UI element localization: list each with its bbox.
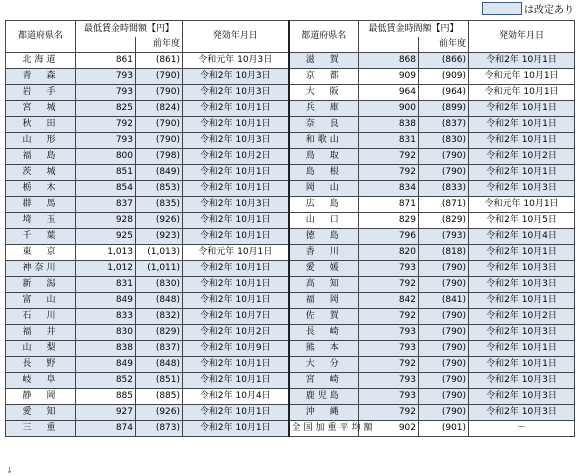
- prefecture-cell: 神奈川: [6, 261, 76, 277]
- prev-year-wage-cell: (790): [136, 117, 183, 133]
- prefecture-cell: 高 知: [289, 277, 359, 293]
- header-prev-year-right: 前年度: [419, 37, 469, 53]
- prefecture-cell: 東 京: [6, 245, 76, 261]
- effective-date-cell: 令和2年 10月4日: [469, 229, 575, 245]
- min-wage-cell: 849: [76, 293, 136, 309]
- effective-date-cell: 令和2年 10月1日: [183, 117, 289, 133]
- effective-date-cell: 令和元年 10月3日: [183, 53, 289, 69]
- min-wage-cell: 793: [359, 341, 419, 357]
- effective-date-cell: 令和2年 10月3日: [183, 133, 289, 149]
- prefecture-cell: 徳 島: [289, 229, 359, 245]
- effective-date-cell: 令和2年 10月2日: [469, 149, 575, 165]
- header-prev-year-left: 前年度: [136, 37, 183, 53]
- effective-date-cell: 令和2年 10月3日: [183, 197, 289, 213]
- effective-date-cell: 令和2年 10月2日: [183, 149, 289, 165]
- min-wage-cell: 792: [359, 149, 419, 165]
- minimum-wage-table: [5, 20, 575, 437]
- prev-year-wage-cell: (790): [136, 85, 183, 101]
- effective-date-cell: 令和2年 10月3日: [183, 69, 289, 85]
- effective-date-cell: －: [469, 421, 575, 437]
- effective-date-cell: 令和2年 10月1日: [183, 405, 289, 421]
- min-wage-cell: 837: [76, 197, 136, 213]
- prev-year-wage-cell: (790): [419, 325, 469, 341]
- min-wage-cell: 874: [76, 421, 136, 437]
- effective-date-cell: 令和2年 10月1日: [469, 165, 575, 181]
- prev-year-wage-cell: (848): [136, 293, 183, 309]
- min-wage-cell: 793: [359, 261, 419, 277]
- min-wage-cell: 825: [76, 101, 136, 117]
- prev-year-wage-cell: (790): [419, 373, 469, 389]
- table-row: [6, 357, 575, 373]
- table-row: [6, 133, 575, 149]
- prefecture-cell: 山 口: [289, 213, 359, 229]
- table-row: [6, 261, 575, 277]
- revised-color-swatch: [482, 2, 522, 15]
- min-wage-cell: 861: [76, 53, 136, 69]
- table-row: [6, 245, 575, 261]
- prev-year-wage-cell: (790): [419, 149, 469, 165]
- prev-year-wage-cell: (873): [136, 421, 183, 437]
- min-wage-cell: 852: [76, 373, 136, 389]
- prev-year-wage-cell: (798): [136, 149, 183, 165]
- effective-date-cell: 令和2年 10月1日: [469, 293, 575, 309]
- min-wage-cell: 831: [76, 277, 136, 293]
- min-wage-cell: 900: [359, 101, 419, 117]
- prefecture-cell: 大 阪: [289, 85, 359, 101]
- prev-year-wage-cell: (790): [419, 341, 469, 357]
- header-effective-date-right: 発効年月日: [469, 21, 575, 53]
- prev-year-wage-cell: (1,013): [136, 245, 183, 261]
- prefecture-cell: 島 根: [289, 165, 359, 181]
- effective-date-cell: 令和2年 10月2日: [183, 325, 289, 341]
- min-wage-cell: 792: [76, 117, 136, 133]
- effective-date-cell: 令和2年 10月1日: [183, 293, 289, 309]
- min-wage-cell: 829: [359, 213, 419, 229]
- prev-year-wage-cell: (818): [419, 245, 469, 261]
- prefecture-cell: 熊 本: [289, 341, 359, 357]
- prefecture-cell: 秋 田: [6, 117, 76, 133]
- prev-year-wage-cell: (824): [136, 101, 183, 117]
- prev-year-wage-cell: (790): [419, 165, 469, 181]
- min-wage-cell: 793: [76, 69, 136, 85]
- table-row: [6, 101, 575, 117]
- min-wage-cell: 849: [76, 357, 136, 373]
- prev-year-wage-cell: (923): [136, 229, 183, 245]
- min-wage-cell: 851: [76, 165, 136, 181]
- table-row: [6, 405, 575, 421]
- prev-year-wage-cell: (829): [419, 213, 469, 229]
- effective-date-cell: 令和2年 10月1日: [183, 373, 289, 389]
- table-row: [6, 325, 575, 341]
- effective-date-cell: 令和2年 10月1日: [183, 357, 289, 373]
- min-wage-cell: 834: [359, 181, 419, 197]
- table-row: [6, 165, 575, 181]
- prefecture-cell: 奈 良: [289, 117, 359, 133]
- prefecture-cell: 滋 賀: [289, 53, 359, 69]
- table-row: [6, 341, 575, 357]
- prefecture-cell: 石 川: [6, 309, 76, 325]
- prev-year-wage-cell: (790): [419, 261, 469, 277]
- effective-date-cell: 令和2年 10月3日: [469, 277, 575, 293]
- prefecture-cell: 青 森: [6, 69, 76, 85]
- effective-date-cell: 令和2年 10月3日: [469, 373, 575, 389]
- effective-date-cell: 令和2年 10月3日: [469, 389, 575, 405]
- min-wage-cell: 792: [359, 357, 419, 373]
- header-wage-gap-left: [76, 37, 136, 53]
- prefecture-cell: 群 馬: [6, 197, 76, 213]
- prev-year-wage-cell: (829): [136, 325, 183, 341]
- effective-date-cell: 令和2年 10月1日: [183, 165, 289, 181]
- prefecture-cell: 岡 山: [289, 181, 359, 197]
- header-wage-gap-right: [359, 37, 419, 53]
- prev-year-wage-cell: (853): [136, 181, 183, 197]
- prefecture-cell: 埼 玉: [6, 213, 76, 229]
- effective-date-cell: 令和2年 10月3日: [469, 261, 575, 277]
- min-wage-cell: 902: [359, 421, 419, 437]
- prev-year-wage-cell: (790): [419, 405, 469, 421]
- prev-year-wage-cell: (861): [136, 53, 183, 69]
- prefecture-cell: 三 重: [6, 421, 76, 437]
- prev-year-wage-cell: (790): [136, 69, 183, 85]
- min-wage-cell: 792: [359, 405, 419, 421]
- effective-date-cell: 令和元年 10月1日: [469, 85, 575, 101]
- effective-date-cell: 令和2年 10月1日: [183, 213, 289, 229]
- prev-year-wage-cell: (790): [419, 277, 469, 293]
- table-row: [6, 421, 575, 437]
- effective-date-cell: 令和2年 10月1日: [183, 261, 289, 277]
- prev-year-wage-cell: (833): [419, 181, 469, 197]
- min-wage-cell: 830: [76, 325, 136, 341]
- min-wage-cell: 1,013: [76, 245, 136, 261]
- prefecture-cell: 宮 城: [6, 101, 76, 117]
- prefecture-cell: 茨 城: [6, 165, 76, 181]
- effective-date-cell: 令和2年 10月1日: [469, 245, 575, 261]
- effective-date-cell: 令和2年 10月1日: [183, 277, 289, 293]
- table-row: [6, 53, 575, 69]
- prev-year-wage-cell: (926): [136, 213, 183, 229]
- effective-date-cell: 令和2年 10月3日: [183, 85, 289, 101]
- effective-date-cell: 令和2年 10月1日: [183, 101, 289, 117]
- prefecture-cell: 福 井: [6, 325, 76, 341]
- prev-year-wage-cell: (835): [136, 197, 183, 213]
- min-wage-cell: 1,012: [76, 261, 136, 277]
- prev-year-wage-cell: (830): [136, 277, 183, 293]
- min-wage-cell: 792: [359, 309, 419, 325]
- min-wage-cell: 796: [359, 229, 419, 245]
- prev-year-wage-cell: (841): [419, 293, 469, 309]
- table-body: [6, 53, 575, 437]
- prefecture-cell: 佐 賀: [289, 309, 359, 325]
- effective-date-cell: 令和2年 10月7日: [183, 309, 289, 325]
- prev-year-wage-cell: (866): [419, 53, 469, 69]
- table-row: [6, 389, 575, 405]
- prefecture-cell: 福 島: [6, 149, 76, 165]
- prefecture-cell: 千 葉: [6, 229, 76, 245]
- prefecture-cell: 全国加重平均額: [289, 421, 359, 437]
- prefecture-cell: 鹿児島: [289, 389, 359, 405]
- min-wage-cell: 964: [359, 85, 419, 101]
- prefecture-cell: 栃 木: [6, 181, 76, 197]
- effective-date-cell: 令和2年 10月3日: [469, 325, 575, 341]
- prev-year-wage-cell: (926): [136, 405, 183, 421]
- min-wage-cell: 793: [359, 389, 419, 405]
- effective-date-cell: 令和2年 10月2日: [469, 309, 575, 325]
- prev-year-wage-cell: (837): [419, 117, 469, 133]
- prev-year-wage-cell: (848): [136, 357, 183, 373]
- min-wage-cell: 793: [76, 133, 136, 149]
- min-wage-cell: 838: [359, 117, 419, 133]
- effective-date-cell: 令和2年 10月1日: [469, 133, 575, 149]
- prefecture-cell: 長 野: [6, 357, 76, 373]
- table-row: [6, 181, 575, 197]
- table-row: [6, 293, 575, 309]
- effective-date-cell: 令和2年 10月1日: [469, 53, 575, 69]
- prefecture-cell: 新 潟: [6, 277, 76, 293]
- prev-year-wage-cell: (899): [419, 101, 469, 117]
- table-row: [6, 229, 575, 245]
- min-wage-cell: 833: [76, 309, 136, 325]
- prev-year-wage-cell: (832): [136, 309, 183, 325]
- effective-date-cell: 令和2年 10月1日: [183, 229, 289, 245]
- prev-year-wage-cell: (793): [419, 229, 469, 245]
- effective-date-cell: 令和2年 10月9日: [183, 341, 289, 357]
- min-wage-cell: 885: [76, 389, 136, 405]
- min-wage-cell: 868: [359, 53, 419, 69]
- min-wage-cell: 925: [76, 229, 136, 245]
- min-wage-cell: 793: [359, 325, 419, 341]
- prefecture-cell: 愛 知: [6, 405, 76, 421]
- prefecture-cell: 山 形: [6, 133, 76, 149]
- prefecture-cell: 大 分: [289, 357, 359, 373]
- table-row: [6, 373, 575, 389]
- prefecture-cell: 沖 縄: [289, 405, 359, 421]
- effective-date-cell: 令和2年 10月3日: [469, 405, 575, 421]
- prev-year-wage-cell: (849): [136, 165, 183, 181]
- min-wage-cell: 871: [359, 197, 419, 213]
- prev-year-wage-cell: (851): [136, 373, 183, 389]
- prefecture-cell: 長 崎: [289, 325, 359, 341]
- prefecture-cell: 北海道: [6, 53, 76, 69]
- prefecture-cell: 宮 崎: [289, 373, 359, 389]
- prefecture-cell: 広 島: [289, 197, 359, 213]
- min-wage-cell: 820: [359, 245, 419, 261]
- effective-date-cell: 令和2年 10月1日: [469, 101, 575, 117]
- min-wage-cell: 928: [76, 213, 136, 229]
- table-row: [6, 213, 575, 229]
- legend: [482, 1, 574, 15]
- min-wage-cell: 838: [76, 341, 136, 357]
- prefecture-cell: 香 川: [289, 245, 359, 261]
- prefecture-cell: 岩 手: [6, 85, 76, 101]
- min-wage-cell: 909: [359, 69, 419, 85]
- min-wage-cell: 792: [359, 277, 419, 293]
- prev-year-wage-cell: (790): [419, 389, 469, 405]
- prev-year-wage-cell: (830): [419, 133, 469, 149]
- effective-date-cell: 令和2年 10月1日: [469, 117, 575, 133]
- effective-date-cell: 令和元年 10月1日: [469, 69, 575, 85]
- min-wage-cell: 854: [76, 181, 136, 197]
- table-row: [6, 85, 575, 101]
- prefecture-cell: 京 都: [289, 69, 359, 85]
- prefecture-cell: 富 山: [6, 293, 76, 309]
- legend-label: は改定あり: [524, 4, 574, 16]
- prev-year-wage-cell: (885): [136, 389, 183, 405]
- effective-date-cell: 令和2年 10月4日: [183, 389, 289, 405]
- table-row: [6, 309, 575, 325]
- prev-year-wage-cell: (790): [419, 309, 469, 325]
- header-prefecture-right: 都道府県名: [289, 21, 359, 53]
- effective-date-cell: 令和2年 10月5日: [469, 213, 575, 229]
- prev-year-wage-cell: (901): [419, 421, 469, 437]
- effective-date-cell: 令和元年 10月1日: [183, 245, 289, 261]
- min-wage-cell: 792: [359, 165, 419, 181]
- prefecture-cell: 福 岡: [289, 293, 359, 309]
- prev-year-wage-cell: (909): [419, 69, 469, 85]
- min-wage-cell: 800: [76, 149, 136, 165]
- prev-year-wage-cell: (1,011): [136, 261, 183, 277]
- prefecture-cell: 鳥 取: [289, 149, 359, 165]
- table-row: [6, 149, 575, 165]
- prefecture-cell: 和歌山: [289, 133, 359, 149]
- header-min-wage-right: 最低賃金時間額【円】: [359, 21, 469, 38]
- prefecture-cell: 山 梨: [6, 341, 76, 357]
- header-effective-date-left: 発効年月日: [183, 21, 289, 53]
- prev-year-wage-cell: (964): [419, 85, 469, 101]
- min-wage-cell: 831: [359, 133, 419, 149]
- header-prefecture-left: 都道府県名: [6, 21, 76, 53]
- effective-date-cell: 令和2年 10月1日: [183, 181, 289, 197]
- table-row: [6, 197, 575, 213]
- prev-year-wage-cell: (871): [419, 197, 469, 213]
- effective-date-cell: 令和2年 10月3日: [469, 181, 575, 197]
- table-row: [6, 277, 575, 293]
- prev-year-wage-cell: (790): [136, 133, 183, 149]
- effective-date-cell: 令和元年 10月1日: [469, 197, 575, 213]
- min-wage-cell: 793: [76, 85, 136, 101]
- page-corner-mark: ↓: [6, 466, 13, 475]
- table-row: [6, 117, 575, 133]
- min-wage-cell: 842: [359, 293, 419, 309]
- prefecture-cell: 兵 庫: [289, 101, 359, 117]
- prefecture-cell: 静 岡: [6, 389, 76, 405]
- effective-date-cell: 令和2年 10月1日: [183, 421, 289, 437]
- prev-year-wage-cell: (837): [136, 341, 183, 357]
- header-min-wage-left: 最低賃金時間額【円】: [76, 21, 183, 38]
- prefecture-cell: 愛 媛: [289, 261, 359, 277]
- table-row: [6, 69, 575, 85]
- min-wage-cell: 793: [359, 373, 419, 389]
- effective-date-cell: 令和2年 10月1日: [469, 357, 575, 373]
- prev-year-wage-cell: (790): [419, 357, 469, 373]
- prefecture-cell: 岐 阜: [6, 373, 76, 389]
- min-wage-cell: 927: [76, 405, 136, 421]
- effective-date-cell: 令和2年 10月1日: [469, 341, 575, 357]
